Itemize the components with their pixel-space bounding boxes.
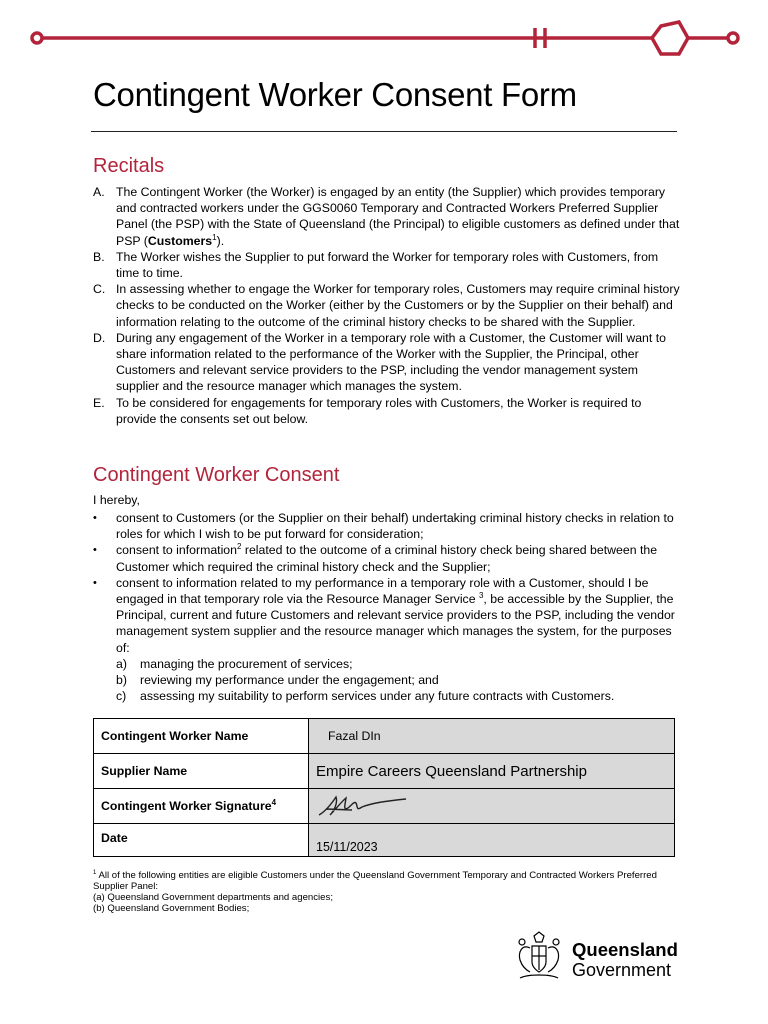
logo-line-1: Queensland xyxy=(572,939,678,960)
recital-marker: D. xyxy=(93,330,106,345)
recitals-heading: Recitals xyxy=(93,155,165,177)
purpose-list xyxy=(116,656,683,705)
recital-marker: A. xyxy=(93,185,105,199)
recitals-list xyxy=(93,184,683,427)
queensland-government-logo xyxy=(512,930,677,986)
supplier-name-field[interactable]: Empire Careers Queensland Partnership xyxy=(309,754,675,789)
recital-item: E. To be considered for engagements for temporary roles with Customers, the Worker is required to provide the consents set out below. xyxy=(93,395,642,426)
consent-item: • consent to information$^2$ related to the outcome of a criminal history check being shared between the Customer which required the criminal history check and the Supplier; xyxy=(93,542,658,574)
coat-of-arms-icon xyxy=(512,930,566,984)
circuit-line-decoration xyxy=(0,0,768,80)
consent-list xyxy=(93,510,683,704)
consent-intro: I hereby, xyxy=(93,493,140,507)
table-row xyxy=(94,789,675,824)
signature-image xyxy=(316,793,426,819)
purpose-item: c) assessing my suitability to perform services under any future contracts with Customers. xyxy=(116,689,615,704)
table-row xyxy=(94,719,675,754)
worker-name-field[interactable]: Fazal DIn xyxy=(309,719,675,754)
table-row xyxy=(94,824,675,857)
recital-item: D. During any engagement of the Worker in a temporary role with a Customer, the Customer will want to share information related to the performance of the Worker with the Supplier, the Principal, other Customers and relevant service providers to the PSP, including the vendor management system supplier and the resource manager which manages the system. xyxy=(93,330,666,394)
page-title: Contingent Worker Consent Form xyxy=(93,76,577,113)
consent-heading: Contingent Worker Consent xyxy=(93,464,340,486)
date-field[interactable]: 15/11/2023 xyxy=(309,824,675,857)
footnote: $^1$ All of the following entities are eligible Customers under the Queensland Government Temporary and Contracted Workers Preferred Supplier Panel: (a) Queensland Government departments and agencies; (b) Queensland Government Bodies; xyxy=(93,869,657,914)
consent-item: • consent to information related to my performance in a temporary role with a Customer, should I be engaged in that temporary role via the Resource Manager Service $^3$, be accessible by the Supplier, the Principal, current and future Customers and relevant service providers to the PSP, including the vendor management system supplier and the resource manager which manages the system, for the purposes of: a) managing the procurement of services; b) reviewing my performance under the engagement; and c) assessing my suitability to perform services under any future contracts with Customers. xyxy=(93,575,683,705)
recital-marker: C. xyxy=(93,282,106,297)
recital-item: C. In assessing whether to engage the Worker for temporary roles, Customers may require criminal history checks to be conducted on the Worker (either by the Customers or by the Supplier on their behalf) and information relating to the outcome of the criminal history checks to be shared with the Supplier. xyxy=(93,282,680,329)
supplier-name-label: Supplier Name xyxy=(94,754,309,789)
table-row xyxy=(94,754,675,789)
consent-item: • consent to Customers (or the Supplier on their behalf) undertaking criminal history checks in relation to roles for which I wish to be put forward for consideration; xyxy=(93,511,674,542)
bullet: • xyxy=(93,544,97,557)
recital-item: A. The Contingent Worker (the Worker) is engaged by an entity (the Supplier) which provides temporary and contracted workers under the GGS0060 Temporary and Contracted Workers Preferred Supplier Panel (the PSP) with the State of Queensland (the Principal) to eligible customers as defined under that PSP (Customers$^1$). xyxy=(93,185,680,248)
title-divider xyxy=(91,131,677,132)
consent-details-table xyxy=(93,718,675,857)
purpose-item: b) reviewing my performance under the engagement; and xyxy=(116,673,439,688)
bullet: • xyxy=(93,576,97,589)
worker-name-label: Contingent Worker Name xyxy=(94,719,309,754)
logo-line-2: Government xyxy=(572,960,672,980)
signature-field[interactable] xyxy=(309,789,675,824)
recital-marker: B. xyxy=(93,249,105,264)
purpose-item: a) managing the procurement of services; xyxy=(116,656,353,671)
recital-marker: E. xyxy=(93,395,105,410)
bullet: • xyxy=(93,512,97,524)
recital-item: B. The Worker wishes the Supplier to put forward the Worker for temporary roles with Customers, from time to time. xyxy=(93,249,659,281)
signature-label: Contingent Worker Signature$^4$ xyxy=(94,789,309,824)
date-label: Date xyxy=(94,824,309,857)
